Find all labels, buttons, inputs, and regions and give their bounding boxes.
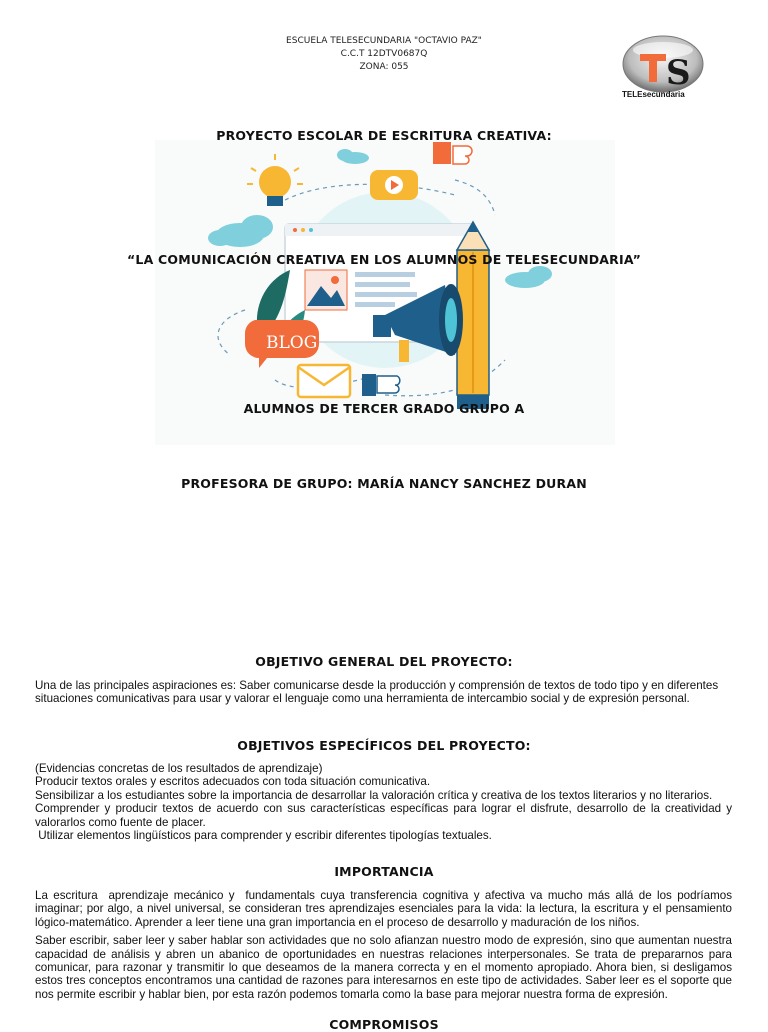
video-play-icon: [370, 170, 418, 200]
list-item: Utilizar elementos lingüísticos para comprender y escribir diferentes tipologías textuales.: [35, 829, 492, 843]
general-objective-paragraph: Una de las principales aspiraciones es: Saber comunicarse desde la producción y comprensión de textos de todo tipo y en diferentes situaciones comunicativas para usar y valorar el lenguaje como una herramienta de intercambio social y de expresión personal.: [35, 679, 719, 706]
general-objective-title: OBJETIVO GENERAL DEL PROYECTO:: [255, 654, 513, 669]
importance-text: [35, 889, 736, 1001]
list-item: Producir textos orales y escritos adecuados con toda situación comunicativa.: [35, 775, 431, 789]
project-name: “LA COMUNICACIÓN CREATIVA EN LOS ALUMNOS DE TELESECUNDARIA”: [127, 252, 641, 267]
communication-illustration: [155, 140, 615, 445]
importance-paragraph: Saber escribir, saber leer y saber hablar son actividades que no solo afianzan nuestro modo de expresión, sino que aumentan nuestra capacidad de análisis y abren un abanico de oportunidades en nuestras relaciones interpersonales. Se trata de prepararnos para comunicar, para razonar y transmitir lo que deseamos de la manera correcta y en el momento apropiado. Ahora bien, si desligamos estos tres conceptos encontramos una cantidad de razones para interesarnos en este tipo de actividades. Saber leer es el soporte que nos permite escribir y hablar bien, por esta razón podemos tomarla como la base para mejorar nuestra forma de expresión.: [35, 934, 732, 1001]
blog-label: BLOG: [266, 333, 318, 353]
project-title: PROYECTO ESCOLAR DE ESCRITURA CREATIVA:: [216, 128, 552, 143]
importance-title: IMPORTANCIA: [334, 864, 434, 879]
list-item: (Evidencias concretas de los resultados de aprendizaje): [35, 762, 323, 775]
thumbs-up-icon: [362, 374, 400, 396]
school-cct: C.C.T 12DTV0687Q: [340, 49, 428, 59]
thumbs-up-icon: [433, 142, 472, 164]
school-name: ESCUELA TELESECUNDARIA "OCTAVIO PAZ": [286, 36, 482, 46]
list-item: Sensibilizar a los estudiantes sobre la importancia de desarrollar la valoración crítica y creativa de los textos literarios y no literarios.: [35, 788, 713, 802]
envelope-icon: [298, 365, 350, 397]
logo-text: TELEsecundaria: [622, 90, 685, 99]
students-group: ALUMNOS DE TERCER GRADO GRUPO A: [243, 401, 525, 416]
importance-paragraph: La escritura aprendizaje mecánico y fundamentals cuya transferencia cognitiva y afectiva va mucho más allá de los podríamos imaginar; por algo, a nivel universal, se consideran tres aprendizajes esenciales para la vida: la lectura, la escritura y el pensamiento lógico-matemático. Aprender a leer tiene una gran importancia en el proceso de desarrollo y maduración de los niños.: [35, 889, 736, 929]
list-item: Comprender y producir textos de acuerdo con sus características específicas para lograr el disfrute, desarrollo de la creatividad y valorarlos como fuente de placer.: [35, 802, 732, 829]
telesecundaria-logo: [616, 32, 716, 104]
specific-objectives-list: [35, 762, 732, 842]
specific-objectives-title: OBJETIVOS ESPECÍFICOS DEL PROYECTO:: [237, 738, 531, 753]
general-objective-text: [35, 679, 732, 706]
next-section-title: COMPROMISOS: [329, 1017, 439, 1032]
school-zone: ZONA: 055: [359, 62, 409, 72]
teacher-name: PROFESORA DE GRUPO: MARÍA NANCY SANCHEZ DURAN: [181, 476, 587, 491]
svg-text:S: S: [666, 53, 691, 93]
logo-emblem-icon: [616, 32, 716, 94]
